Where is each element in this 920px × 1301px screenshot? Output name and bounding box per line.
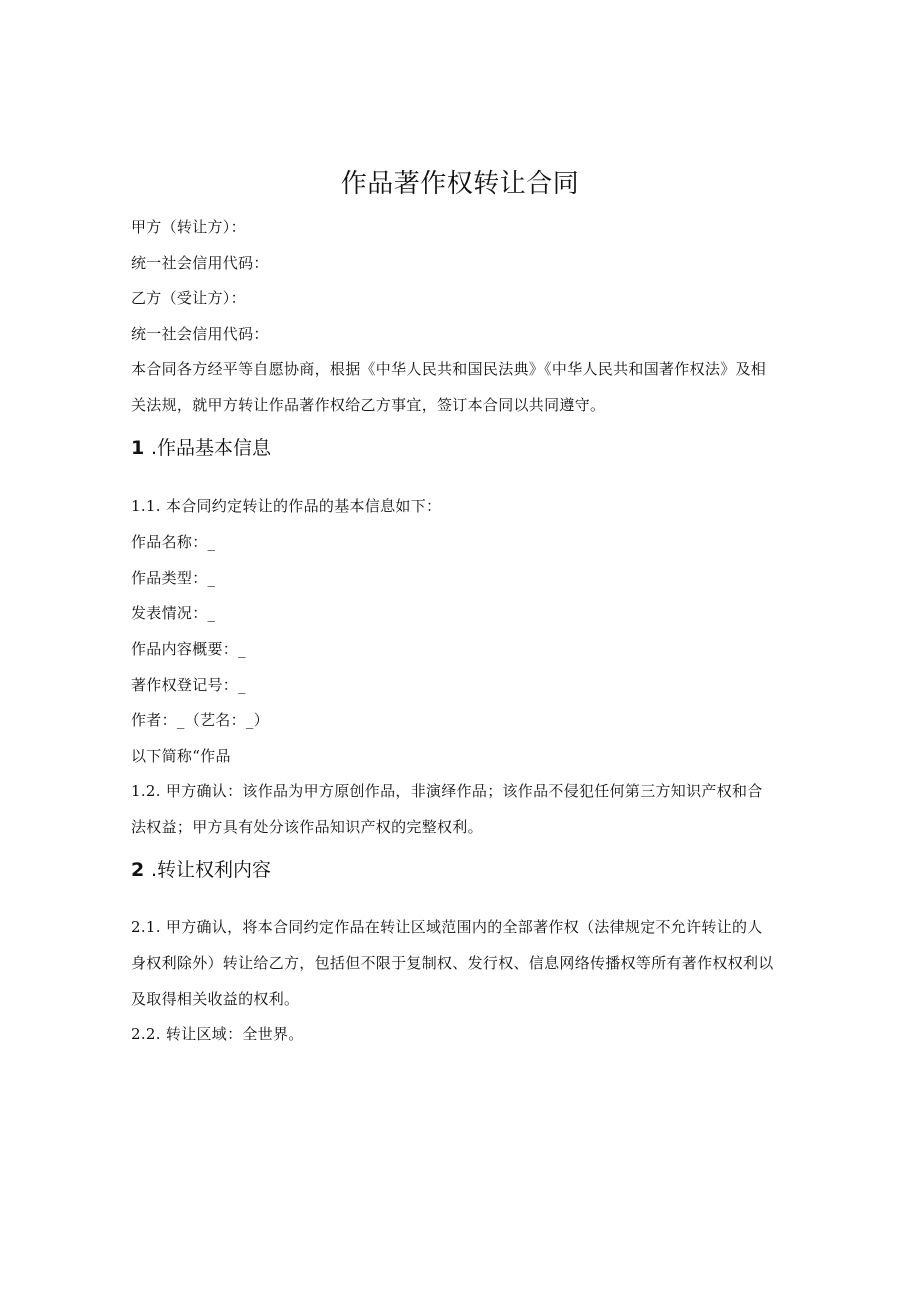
section-heading (131, 856, 271, 884)
field-line-summary: 作品内容概要：_ (131, 640, 246, 658)
section-line: 法权益；甲方具有处分该作品知识产权的完整权利。 (131, 818, 483, 836)
section-line: 2.2. 转让区域：全世界。 (131, 1025, 304, 1043)
section-line: 2.1. 甲方确认，将本合同约定作品在转让区域范围内的全部著作权（法律规定不允许转让的人 (131, 918, 763, 936)
preamble-line: 本合同各方经平等自愿协商，根据《中华人民共和国民法典》《中华人民共和国著作权法》及相 (131, 360, 767, 378)
section-heading (131, 434, 271, 462)
party-b-line: 乙方（受让方）： (131, 289, 246, 307)
document-title: 作品著作权转让合同 (340, 169, 580, 199)
preamble-line: 关法规，就甲方转让作品著作权给乙方事宜，签订本合同以共同遵守。 (131, 396, 606, 414)
field-line-work-type: 作品类型：_ (131, 569, 216, 587)
section-title: .转让权利内容 (151, 859, 272, 881)
section-line: 1.1. 本合同约定转让的作品的基本信息如下： (131, 497, 442, 515)
section-number: 2 (131, 859, 145, 881)
field-line-author: 作者：_（艺名：_） (131, 711, 270, 729)
section-number: 1 (131, 437, 145, 459)
field-line-publication: 发表情况：_ (131, 604, 216, 622)
party-b-credit-code-line: 统一社会信用代码： (131, 325, 269, 343)
party-a-credit-code-line: 统一社会信用代码： (131, 254, 269, 272)
section-line: 及取得相关收益的权利。 (131, 990, 300, 1008)
section-title: .作品基本信息 (151, 437, 272, 459)
field-line-work-name: 作品名称：_ (131, 533, 216, 551)
section-line: 1.2. 甲方确认：该作品为甲方原创作品，非演绎作品；该作品不侵犯任何第三方知识产权和合 (131, 782, 763, 800)
section-line: 以下简称“作品 (131, 747, 231, 765)
field-line-registration: 著作权登记号：_ (131, 676, 246, 694)
section-line: 身权利除外）转让给乙方，包括但不限于复制权、发行权、信息网络传播权等所有著作权权利以 (131, 954, 774, 972)
party-a-line: 甲方（转让方）： (131, 218, 246, 236)
